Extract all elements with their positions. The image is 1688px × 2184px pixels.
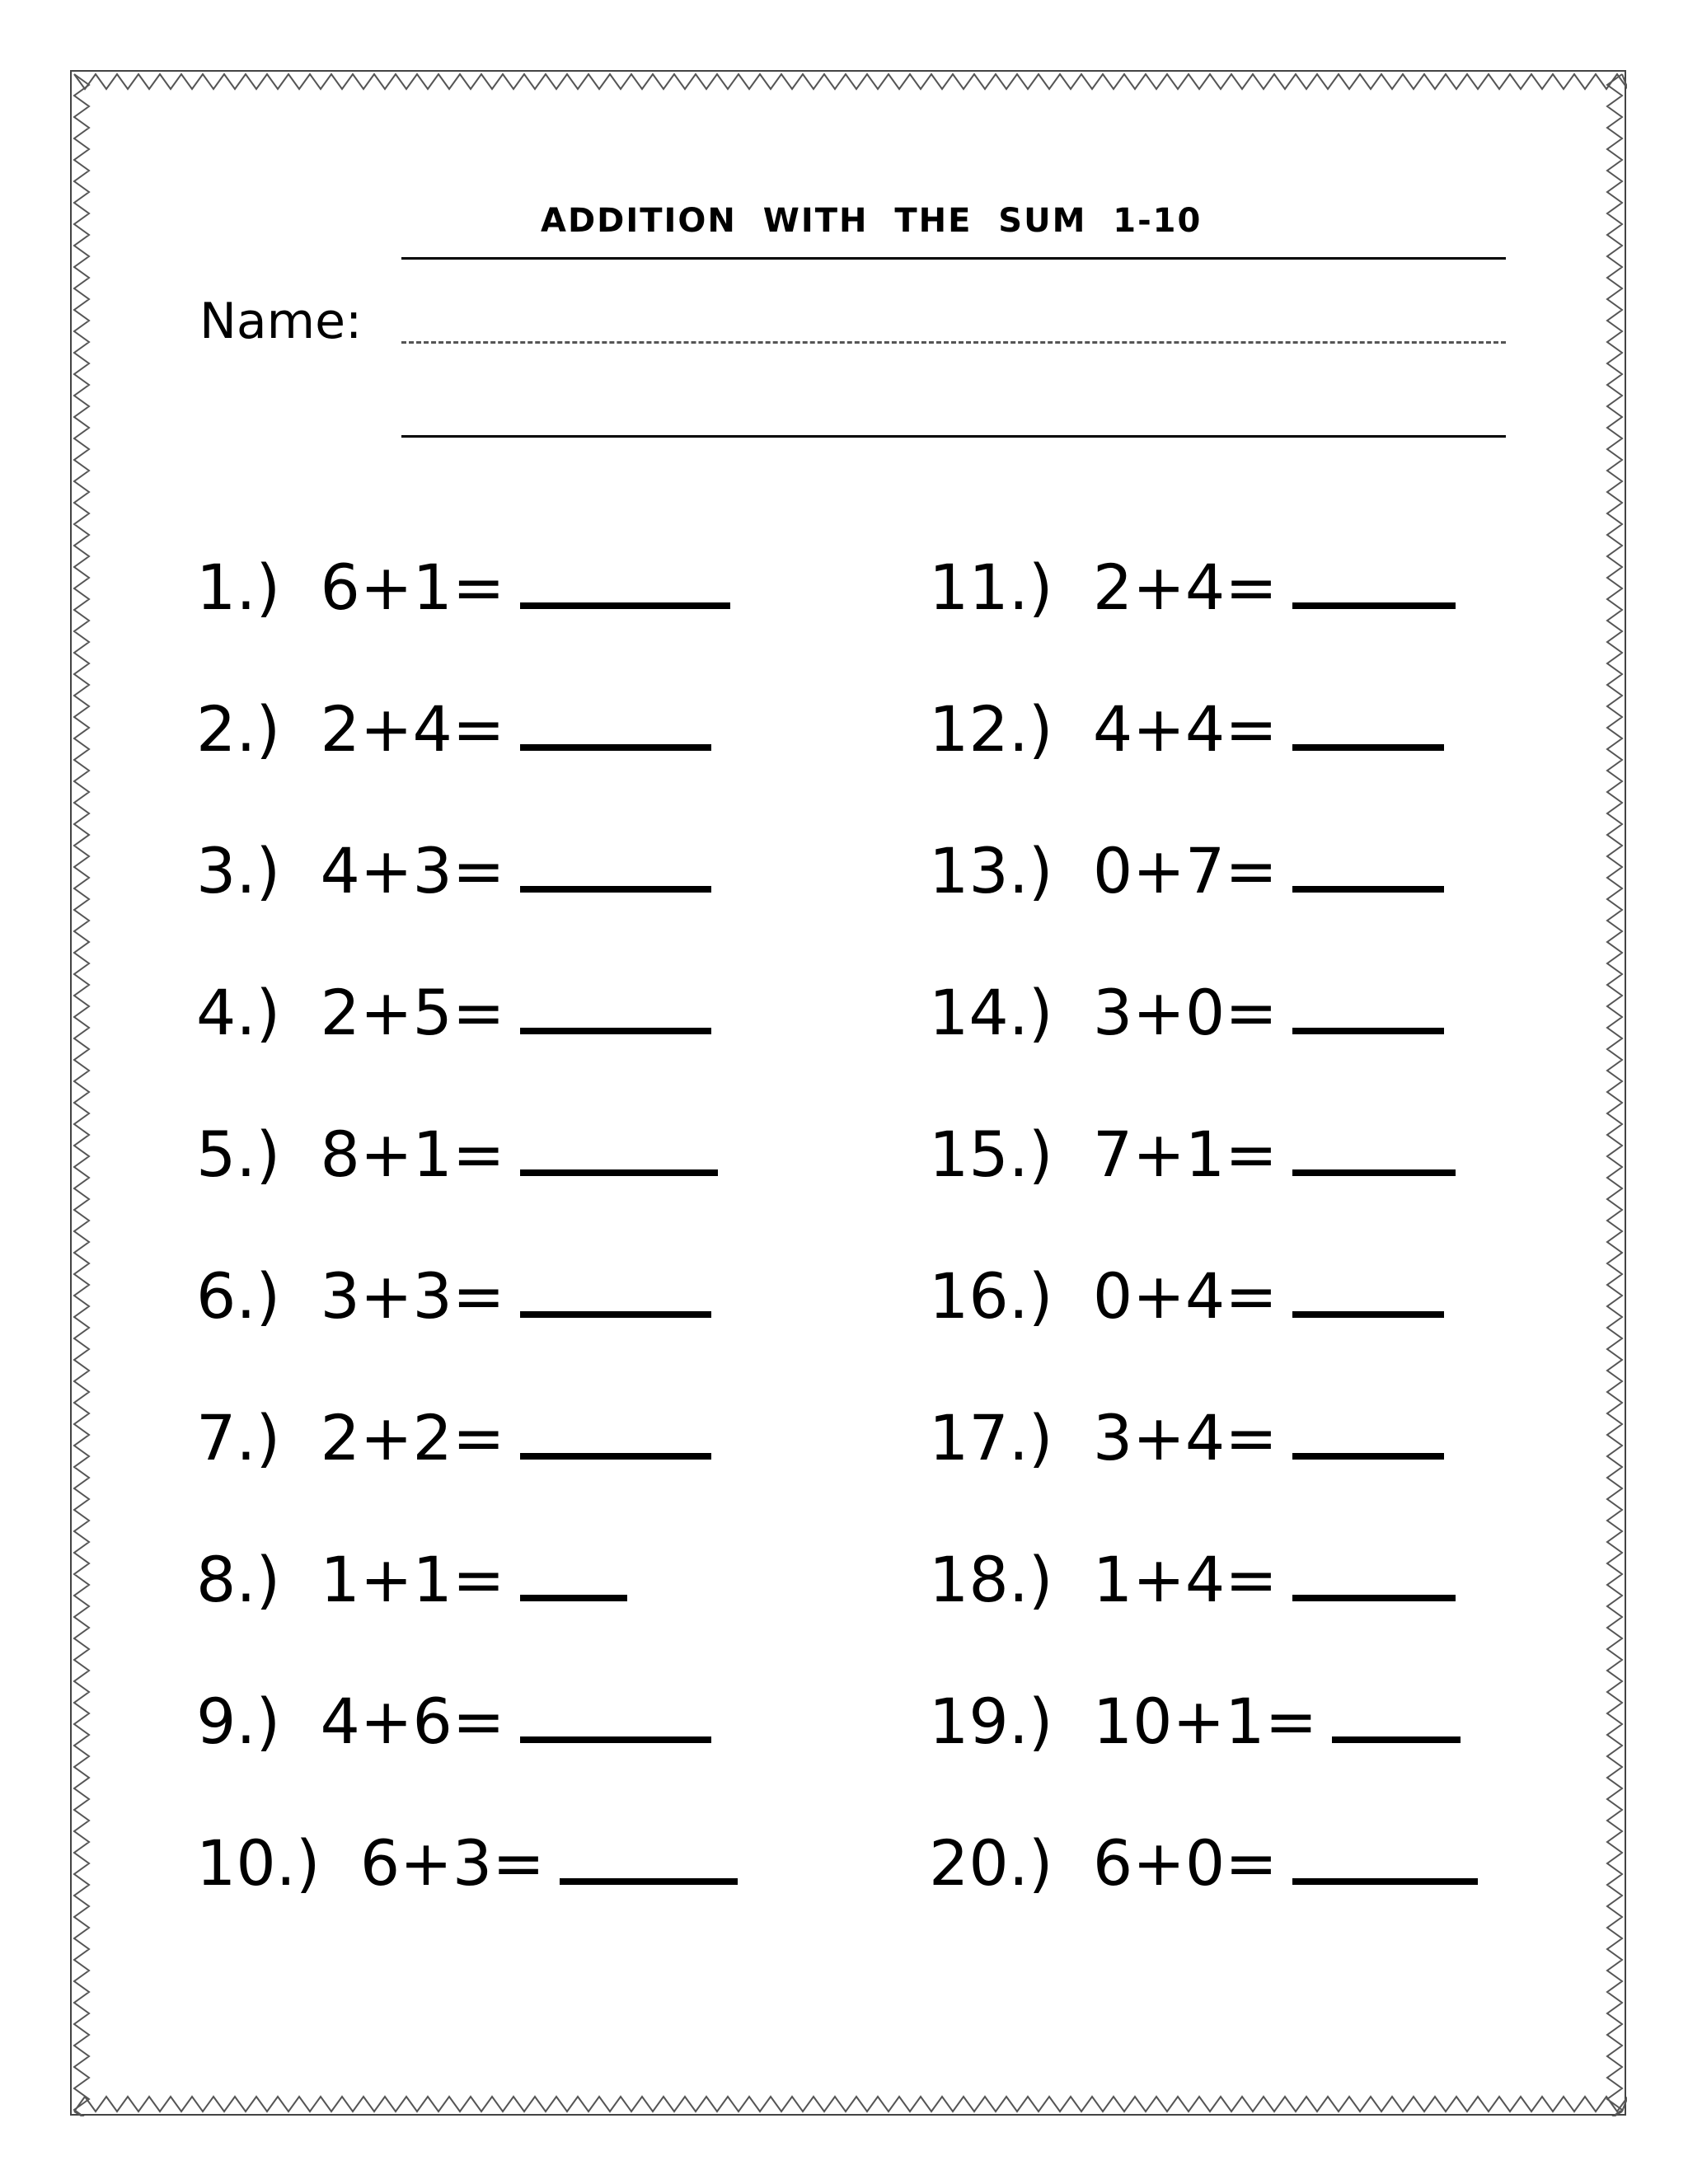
problem-number: 4.) xyxy=(196,976,281,1049)
name-label: Name: xyxy=(199,293,363,350)
problem-item xyxy=(929,1826,1478,1900)
answer-blank[interactable] xyxy=(520,698,711,751)
problem-item xyxy=(929,551,1456,624)
problem-item xyxy=(929,976,1444,1049)
problem-number: 17.) xyxy=(929,1401,1053,1474)
answer-blank[interactable] xyxy=(1292,556,1456,609)
title-underline xyxy=(401,257,1506,260)
answer-blank[interactable] xyxy=(1292,840,1444,893)
problem-item xyxy=(196,692,711,766)
answer-blank[interactable] xyxy=(520,1407,711,1460)
problem-number: 2.) xyxy=(196,692,281,766)
answer-blank[interactable] xyxy=(1332,1690,1461,1743)
problem-expression: 10+1= xyxy=(1053,1685,1318,1758)
answer-blank[interactable] xyxy=(1292,1832,1478,1885)
problem-item xyxy=(196,1826,738,1900)
answer-blank[interactable] xyxy=(1292,1123,1456,1176)
problem-item xyxy=(196,834,711,907)
answer-blank[interactable] xyxy=(1292,1407,1444,1460)
zigzag-border xyxy=(69,69,1627,2116)
problem-number: 9.) xyxy=(196,1685,281,1758)
problem-expression: 6+0= xyxy=(1053,1826,1278,1900)
border-bottom-zigzag xyxy=(74,2097,1627,2111)
problem-expression: 4+3= xyxy=(280,834,505,907)
answer-blank[interactable] xyxy=(520,1265,711,1318)
problem-number: 19.) xyxy=(929,1685,1053,1758)
problem-item xyxy=(929,692,1444,766)
problem-item xyxy=(196,1401,711,1474)
problem-number: 20.) xyxy=(929,1826,1053,1900)
problem-item xyxy=(196,1543,627,1616)
problem-expression: 1+1= xyxy=(280,1543,505,1616)
border-left-zigzag xyxy=(74,74,89,2116)
problem-number: 12.) xyxy=(929,692,1053,766)
answer-blank[interactable] xyxy=(1292,1549,1456,1601)
problem-number: 15.) xyxy=(929,1118,1053,1191)
problem-expression: 4+6= xyxy=(280,1685,505,1758)
answer-blank[interactable] xyxy=(520,1123,718,1176)
problem-item xyxy=(929,1401,1444,1474)
border-top-zigzag xyxy=(74,74,1627,89)
problem-expression: 2+4= xyxy=(280,692,505,766)
problem-number: 16.) xyxy=(929,1259,1053,1333)
problem-item xyxy=(929,1685,1461,1758)
problem-item xyxy=(929,1543,1456,1616)
problem-item xyxy=(929,1118,1456,1191)
problem-expression: 6+1= xyxy=(280,551,505,624)
answer-blank[interactable] xyxy=(1292,1265,1444,1318)
problem-expression: 8+1= xyxy=(280,1118,505,1191)
problem-item xyxy=(196,1118,718,1191)
problem-number: 14.) xyxy=(929,976,1053,1049)
problem-number: 5.) xyxy=(196,1118,281,1191)
answer-blank[interactable] xyxy=(520,1549,627,1601)
border-outline xyxy=(71,71,1625,2115)
problem-number: 11.) xyxy=(929,551,1053,624)
problem-number: 6.) xyxy=(196,1259,281,1333)
answer-blank[interactable] xyxy=(1292,698,1444,751)
problem-expression: 2+2= xyxy=(280,1401,505,1474)
answer-blank[interactable] xyxy=(560,1832,738,1885)
worksheet-title: ADDITION WITH THE SUM 1-10 xyxy=(541,202,1203,240)
name-dashed-line[interactable] xyxy=(401,341,1506,344)
problem-expression: 4+4= xyxy=(1053,692,1278,766)
problem-expression: 3+4= xyxy=(1053,1401,1278,1474)
problem-item xyxy=(929,834,1444,907)
problem-item xyxy=(929,1259,1444,1333)
problem-number: 3.) xyxy=(196,834,281,907)
problem-number: 1.) xyxy=(196,551,281,624)
problem-expression: 2+5= xyxy=(280,976,505,1049)
problem-expression: 0+7= xyxy=(1053,834,1278,907)
problem-item xyxy=(196,551,730,624)
problem-item xyxy=(196,976,711,1049)
answer-blank[interactable] xyxy=(1292,982,1444,1034)
problem-expression: 3+3= xyxy=(280,1259,505,1333)
problem-item xyxy=(196,1685,711,1758)
name-baseline[interactable] xyxy=(401,435,1506,438)
problem-number: 10.) xyxy=(196,1826,321,1900)
problem-expression: 1+4= xyxy=(1053,1543,1278,1616)
zigzag-border-icon xyxy=(69,69,1627,2116)
answer-blank[interactable] xyxy=(520,840,711,893)
problem-expression: 6+3= xyxy=(320,1826,545,1900)
problem-number: 13.) xyxy=(929,834,1053,907)
problem-number: 8.) xyxy=(196,1543,281,1616)
problem-expression: 0+4= xyxy=(1053,1259,1278,1333)
answer-blank[interactable] xyxy=(520,982,711,1034)
problem-number: 7.) xyxy=(196,1401,281,1474)
problem-expression: 3+0= xyxy=(1053,976,1278,1049)
problem-item xyxy=(196,1259,711,1333)
answer-blank[interactable] xyxy=(520,556,730,609)
border-right-zigzag xyxy=(1607,74,1622,2116)
problem-number: 18.) xyxy=(929,1543,1053,1616)
problem-expression: 2+4= xyxy=(1053,551,1278,624)
problem-expression: 7+1= xyxy=(1053,1118,1278,1191)
answer-blank[interactable] xyxy=(520,1690,711,1743)
